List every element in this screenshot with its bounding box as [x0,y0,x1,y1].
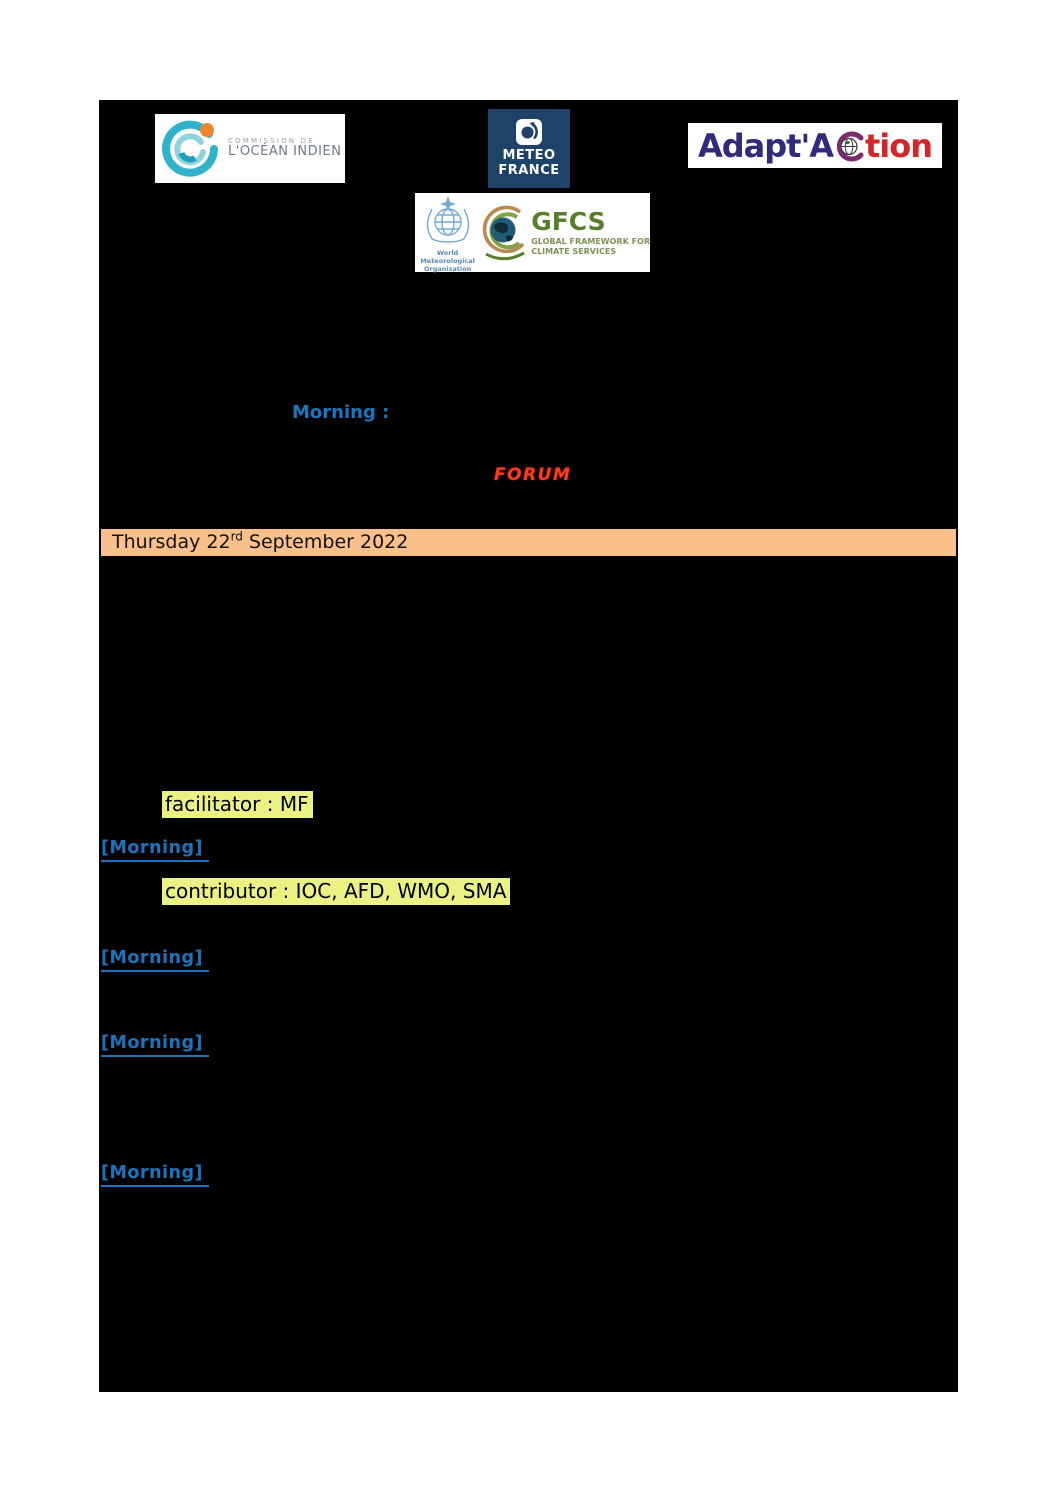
france-word: FRANCE [498,162,560,178]
morning-link-2[interactable]: [Morning] [101,948,209,972]
adaptaction-logo [688,123,942,168]
wmo-caption-line: World [436,249,459,257]
wmo-emblem-icon [422,195,474,249]
gfcs-caption-line1: GLOBAL FRAMEWORK FOR [531,236,650,246]
wmo-caption-line: Meteorological [420,257,475,266]
gfcs-text [531,206,650,257]
forum-heading: FORUM [494,465,572,485]
morning-link-4[interactable]: [Morning] [101,1163,209,1187]
coi-spiral-icon [161,118,223,180]
morning-link-1[interactable]: [Morning] [101,838,209,862]
gfcs-logo [480,193,650,272]
coi-name-line2: L'OCÉAN INDIEN [228,144,342,160]
date-banner-month-year: September 2022 [248,531,409,553]
gfcs-caption [531,237,650,257]
contributor-note: contributor : IOC, AFD, WMO, SMA [162,878,510,905]
wmo-gfcs-logo [415,193,650,272]
document-page [99,100,958,1392]
date-banner-day: Thursday 22 [112,531,231,553]
meteo-word: METEO [502,148,556,164]
adaptaction-text-start: Adapt'A [697,126,833,165]
gfcs-acronym: GFCS [531,206,606,236]
meteo-france-icon [516,119,542,145]
date-banner [99,527,958,558]
wmo-caption-line: Organization [423,265,472,274]
adaptaction-text-end: tion [865,126,933,165]
morning-link-3[interactable]: [Morning] [101,1033,209,1057]
facilitator-note: facilitator : MF [162,791,313,818]
coi-logo [155,114,345,183]
coi-logo-text [228,137,341,160]
morning-heading: Morning : [292,402,390,423]
adaptaction-globe-icon [834,128,864,164]
wmo-caption [420,249,475,273]
gfcs-swirl-icon [480,202,528,268]
coi-name-line1: COMMISSION DE [228,137,315,145]
gfcs-caption-line2: CLIMATE SERVICES [531,246,617,256]
wmo-logo [415,193,480,272]
date-banner-ordinal: rd [230,529,243,544]
meteo-france-logo [488,109,570,188]
